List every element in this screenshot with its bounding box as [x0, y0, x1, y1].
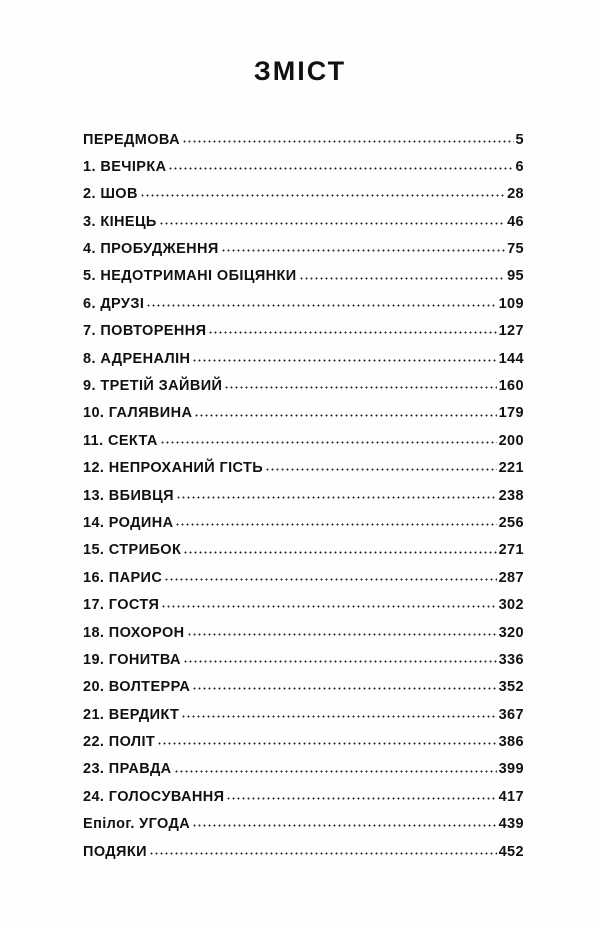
toc-entry: [83, 677, 524, 704]
toc-entry-title: 23. ПРАВДА: [83, 761, 172, 778]
dot-leader: [192, 815, 496, 830]
dot-leader: [160, 431, 497, 446]
dot-leader: [164, 568, 496, 583]
toc-entry-title: Епілог. УГОДА: [83, 816, 191, 833]
dot-leader: [192, 678, 496, 693]
page-title: ЗМІСТ: [253, 56, 347, 86]
dot-leader: [187, 623, 497, 638]
toc-entry: [83, 567, 524, 594]
dot-leader: [226, 787, 496, 802]
toc-entry-page-number: 6: [515, 158, 524, 175]
toc-entry-page-number: 256: [498, 514, 524, 531]
toc-entry-page-number: 109: [498, 295, 524, 312]
toc-entry: [83, 814, 524, 841]
dot-leader: [146, 294, 496, 309]
toc-entry-page-number: 200: [498, 432, 524, 449]
toc-entry-page-number: 46: [507, 213, 524, 230]
toc-entry-page-number: 399: [498, 761, 524, 778]
toc-entry-title: ПОДЯКИ: [83, 843, 147, 860]
toc-entry-page-number: 160: [498, 378, 524, 395]
toc-entry-page-number: 271: [498, 542, 524, 559]
toc-entry-page-number: 179: [498, 405, 524, 422]
toc-entry-title: ПЕРЕДМОВА: [83, 131, 180, 148]
toc-entry: [83, 348, 524, 375]
dot-leader: [224, 377, 496, 392]
toc-entry: [83, 485, 524, 512]
toc-entry-title: 2. ШОВ: [83, 186, 138, 203]
toc-entry: [83, 293, 524, 320]
dot-leader: [182, 130, 514, 145]
dot-leader: [265, 459, 497, 474]
dot-leader: [192, 349, 496, 364]
toc-entry: [83, 759, 524, 786]
toc-entry-title: 11. СЕКТА: [83, 432, 158, 449]
toc-entry: [83, 622, 524, 649]
toc-entry: [83, 704, 524, 731]
toc-entry-page-number: 127: [498, 323, 524, 340]
toc-entry-page-number: 75: [507, 241, 524, 258]
toc-entry-page-number: 95: [507, 268, 524, 285]
dot-leader: [168, 157, 513, 172]
toc-entry-title: 20. ВОЛТЕРРА: [83, 679, 191, 696]
toc-entry: [83, 321, 524, 348]
toc-entry: [83, 841, 524, 868]
dot-leader: [181, 705, 496, 720]
toc-entry: [83, 732, 524, 759]
toc-entry-title: 6. ДРУЗІ: [83, 295, 145, 312]
dot-leader: [161, 596, 496, 611]
dot-leader: [208, 322, 496, 337]
toc-entry-title: 13. ВБИВЦЯ: [83, 487, 174, 504]
toc-entry: [83, 129, 524, 156]
dot-leader: [157, 733, 496, 748]
toc-entry: [83, 430, 524, 457]
toc-entry: [83, 184, 524, 211]
toc-entry-title: 21. ВЕРДИКТ: [83, 706, 180, 723]
toc-entry: [83, 211, 524, 238]
toc-entry-title: 22. ПОЛІТ: [83, 734, 156, 751]
toc-entry-title: 19. ГОНИТВА: [83, 651, 181, 668]
toc-entry-page-number: 28: [507, 186, 524, 203]
toc-entry-page-number: 302: [498, 597, 524, 614]
toc-entry-title: 18. ПОХОРОН: [83, 624, 185, 641]
dot-leader: [221, 240, 505, 255]
toc-entry-page-number: 439: [498, 816, 524, 833]
toc-entry-title: 12. НЕПРОХАНИЙ ГІСТЬ: [83, 460, 264, 477]
toc-entry: [83, 786, 524, 813]
toc-entry-page-number: 452: [498, 843, 524, 860]
dot-leader: [159, 212, 505, 227]
toc-entry-title: 9. ТРЕТІЙ ЗАЙВИЙ: [83, 378, 223, 395]
toc-entry-page-number: 352: [498, 679, 524, 696]
dot-leader: [183, 650, 497, 665]
table-of-contents: [83, 129, 524, 869]
dot-leader: [149, 842, 497, 857]
toc-entry-title: 4. ПРОБУДЖЕННЯ: [83, 241, 219, 258]
toc-entry-title: 8. АДРЕНАЛІН: [83, 350, 191, 367]
toc-entry-title: 24. ГОЛОСУВАННЯ: [83, 788, 225, 805]
toc-entry-title: 14. РОДИНА: [83, 514, 174, 531]
toc-entry-title: 5. НЕДОТРИМАНІ ОБІЦЯНКИ: [83, 268, 297, 285]
dot-leader: [194, 404, 496, 419]
toc-entry-page-number: 367: [498, 706, 524, 723]
toc-entry: [83, 403, 524, 430]
toc-entry-page-number: 320: [498, 624, 524, 641]
dot-leader: [299, 267, 505, 282]
toc-entry: [83, 376, 524, 403]
dot-leader: [174, 760, 497, 775]
toc-entry: [83, 239, 524, 266]
toc-entry-page-number: 287: [498, 569, 524, 586]
toc-entry: [83, 458, 524, 485]
toc-entry-title: 7. ПОВТОРЕННЯ: [83, 323, 207, 340]
toc-entry-title: 10. ГАЛЯВИНА: [83, 405, 193, 422]
toc-entry-title: 1. ВЕЧІРКА: [83, 158, 167, 175]
toc-entry: [83, 595, 524, 622]
toc-entry: [83, 266, 524, 293]
toc-entry-page-number: 238: [498, 487, 524, 504]
toc-entry-title: 16. ПАРИС: [83, 569, 163, 586]
dot-leader: [176, 486, 497, 501]
toc-entry: [83, 156, 524, 183]
toc-entry-title: 3. КІНЕЦЬ: [83, 213, 157, 230]
toc-entry-page-number: 386: [498, 734, 524, 751]
toc-entry-page-number: 336: [498, 651, 524, 668]
toc-entry-page-number: 221: [498, 460, 524, 477]
toc-entry-title: 15. СТРИБОК: [83, 542, 182, 559]
toc-entry: [83, 540, 524, 567]
toc-entry-page-number: 5: [515, 131, 524, 148]
dot-leader: [140, 185, 505, 200]
dot-leader: [183, 541, 496, 556]
toc-entry-page-number: 417: [498, 788, 524, 805]
toc-entry: [83, 512, 524, 539]
toc-entry-page-number: 144: [498, 350, 524, 367]
toc-entry-title: 17. ГОСТЯ: [83, 597, 160, 614]
toc-entry: [83, 649, 524, 676]
dot-leader: [175, 513, 496, 528]
